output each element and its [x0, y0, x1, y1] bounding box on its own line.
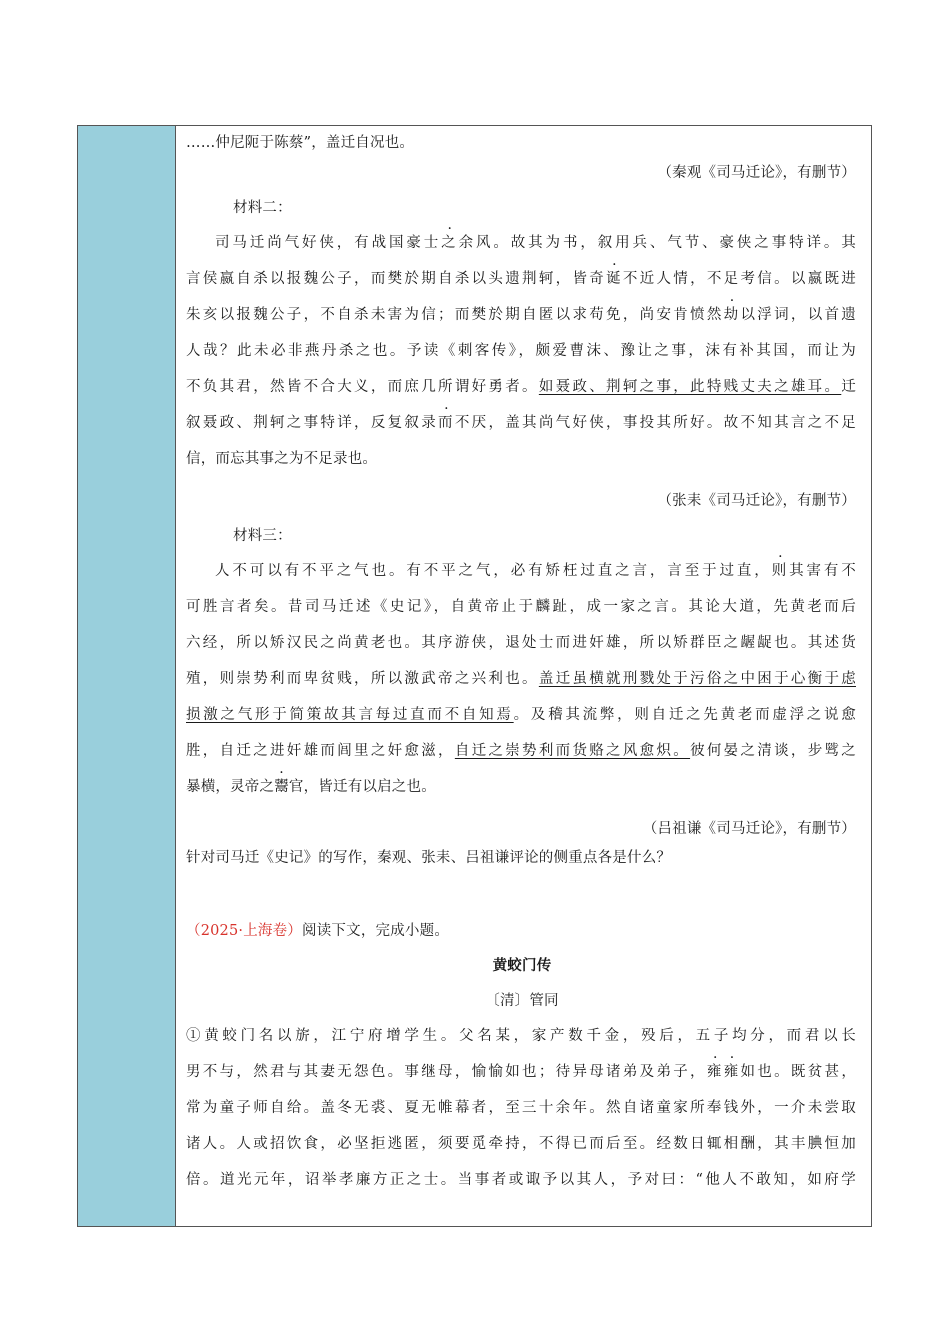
emphasis-dot-char: 诞	[606, 271, 623, 287]
passage-line: 人哉？此未必非燕丹杀之也。予读《刺客传》，颇爱曹沫、豫让之事，沫有补其国，而让为	[186, 343, 856, 359]
passage-line: 不负其君，然皆不合大义，而庶几所谓好勇者。如聂政、荆轲之事，此特贱丈夫之雄耳。迁	[186, 379, 856, 395]
article-line: 常为童子师自给。盖冬无裘、夏无帷幕者，至三十余年。然自诸童家所奉钱外，一介未尝取	[186, 1100, 856, 1116]
article-author: 〔清〕管同	[485, 993, 559, 1009]
underlined-sentence: 盖迁虽横就刑戮处于污俗之中困于心衡于虑	[538, 671, 856, 687]
passage-line: 言侯嬴自杀以报魏公子，而樊於期自杀以头遗荆轲，皆奇诞不近人情，不足考信。以嬴既进	[186, 271, 857, 287]
underlined-sentence: 如聂政、荆轲之事，此特贱丈夫之雄耳。	[538, 379, 842, 395]
passage-line: 人不可以有不平之气也。有不平之气，必有矫枉过直之言，言至于过直，则其害有不	[215, 563, 856, 579]
exam-source-tag: （2025·上海卷）	[186, 923, 303, 939]
emphasis-dot-char: 劫	[723, 307, 741, 323]
underlined-sentence: 自迁之崇势利而货赂之风愈炽。	[454, 743, 691, 759]
sidebar-column	[78, 126, 176, 1226]
emphasis-dot-char: 则	[771, 563, 790, 579]
passage-line: 司马迁尚气好侠，有战国豪士之余风。故其为书，叙用兵、气节、豪侠之事特详。其	[215, 235, 856, 251]
article-line: 男不与，然君与其妻无怨色。事继母，愉愉如也；待异母诸弟及弟子，雍雍如也。既贫甚，	[186, 1064, 857, 1080]
question-text: 针对司马迁《史记》的写作，秦观、张耒、吕祖谦评论的侧重点各是什么？	[186, 850, 672, 866]
underlined-sentence: 损激之气形于简策故其言每过直而不自知焉	[186, 707, 514, 723]
passage-line: 胜，自迁之进奸雄而闾里之奸愈滋，自迁之崇势利而货赂之风愈炽。彼何晏之清谈，步骘之	[186, 743, 856, 759]
passage-line: 叙聂政、荆轲之事特详，反复叙录而不厌，盖其尚气好侠，事投其所好。故不知其言之不足	[186, 415, 856, 431]
emphasis-dot-char: 雍	[723, 1064, 741, 1080]
passage-line: 暴横，灵帝之鬻官，皆迁有以启之也。	[186, 779, 436, 795]
passage-line: 损激之气形于简策故其言每过直而不自知焉。及稽其流弊，则自迁之先黄老而虚浮之说愈	[186, 707, 856, 723]
emphasis-dot-char: 之	[441, 235, 459, 251]
passage-line: 朱亥以报魏公子，不自杀未害为信；而樊於期自匿以求苟免，尚安肯愤然劫以浮词，以首遗	[186, 307, 856, 323]
passage-line: 可胜言者矣。昔司马迁述《史记》，自黄帝止于麟趾，成一家之言。其论大道，先黄老而后	[186, 599, 856, 615]
source-citation-lvzuqian: （吕祖谦《司马迁论》，有删节）	[642, 821, 856, 837]
page-frame	[77, 125, 872, 1227]
passage-line: 殖，则崇势利而卑贫贱，所以激武帝之兴利也。盖迁虽横就刑戮处于污俗之中困于心衡于虑	[186, 671, 856, 687]
emphasis-dot-char: 而	[438, 415, 455, 431]
passage-line: ……仲尼阨于陈蔡”，盖迁自况也。	[186, 135, 415, 151]
article-line: 倍。道光元年，诏举孝廉方正之士。当事者或诹予以其人，予对曰：“他人不敢知，如府学	[186, 1172, 856, 1188]
passage-line: 六经，所以矫汉民之尚黄老也。其序游侠，退处士而进奸雄，所以矫群臣之龌龊也。其述货	[186, 635, 856, 651]
source-citation-qinguan: （秦观《司马迁论》，有删节）	[657, 165, 856, 181]
material-three-heading: 材料三：	[233, 528, 292, 544]
exam-instruction: （2025·上海卷）阅读下文，完成小题。	[186, 923, 450, 939]
material-two-heading: 材料二：	[233, 200, 292, 216]
article-line: ①黄蛟门名以旂，江宁府增学生。父名某，家产数千金，殁后，五子均分，而君以长	[186, 1028, 856, 1044]
article-line: 诸人。人或招饮食，必坚拒逃匿，须要觅牵持，不得已而后至。经数日辄相酬，其丰腆恒加	[186, 1136, 856, 1152]
emphasis-dot-char: 雍	[706, 1064, 724, 1080]
article-title: 黄蛟门传	[492, 957, 552, 974]
source-citation-zhanglei: （张耒《司马迁论》，有删节）	[657, 493, 856, 509]
emphasis-dot-char: 鬻	[274, 779, 289, 795]
passage-line: 信，而忘其事之为不足录也。	[186, 451, 378, 467]
